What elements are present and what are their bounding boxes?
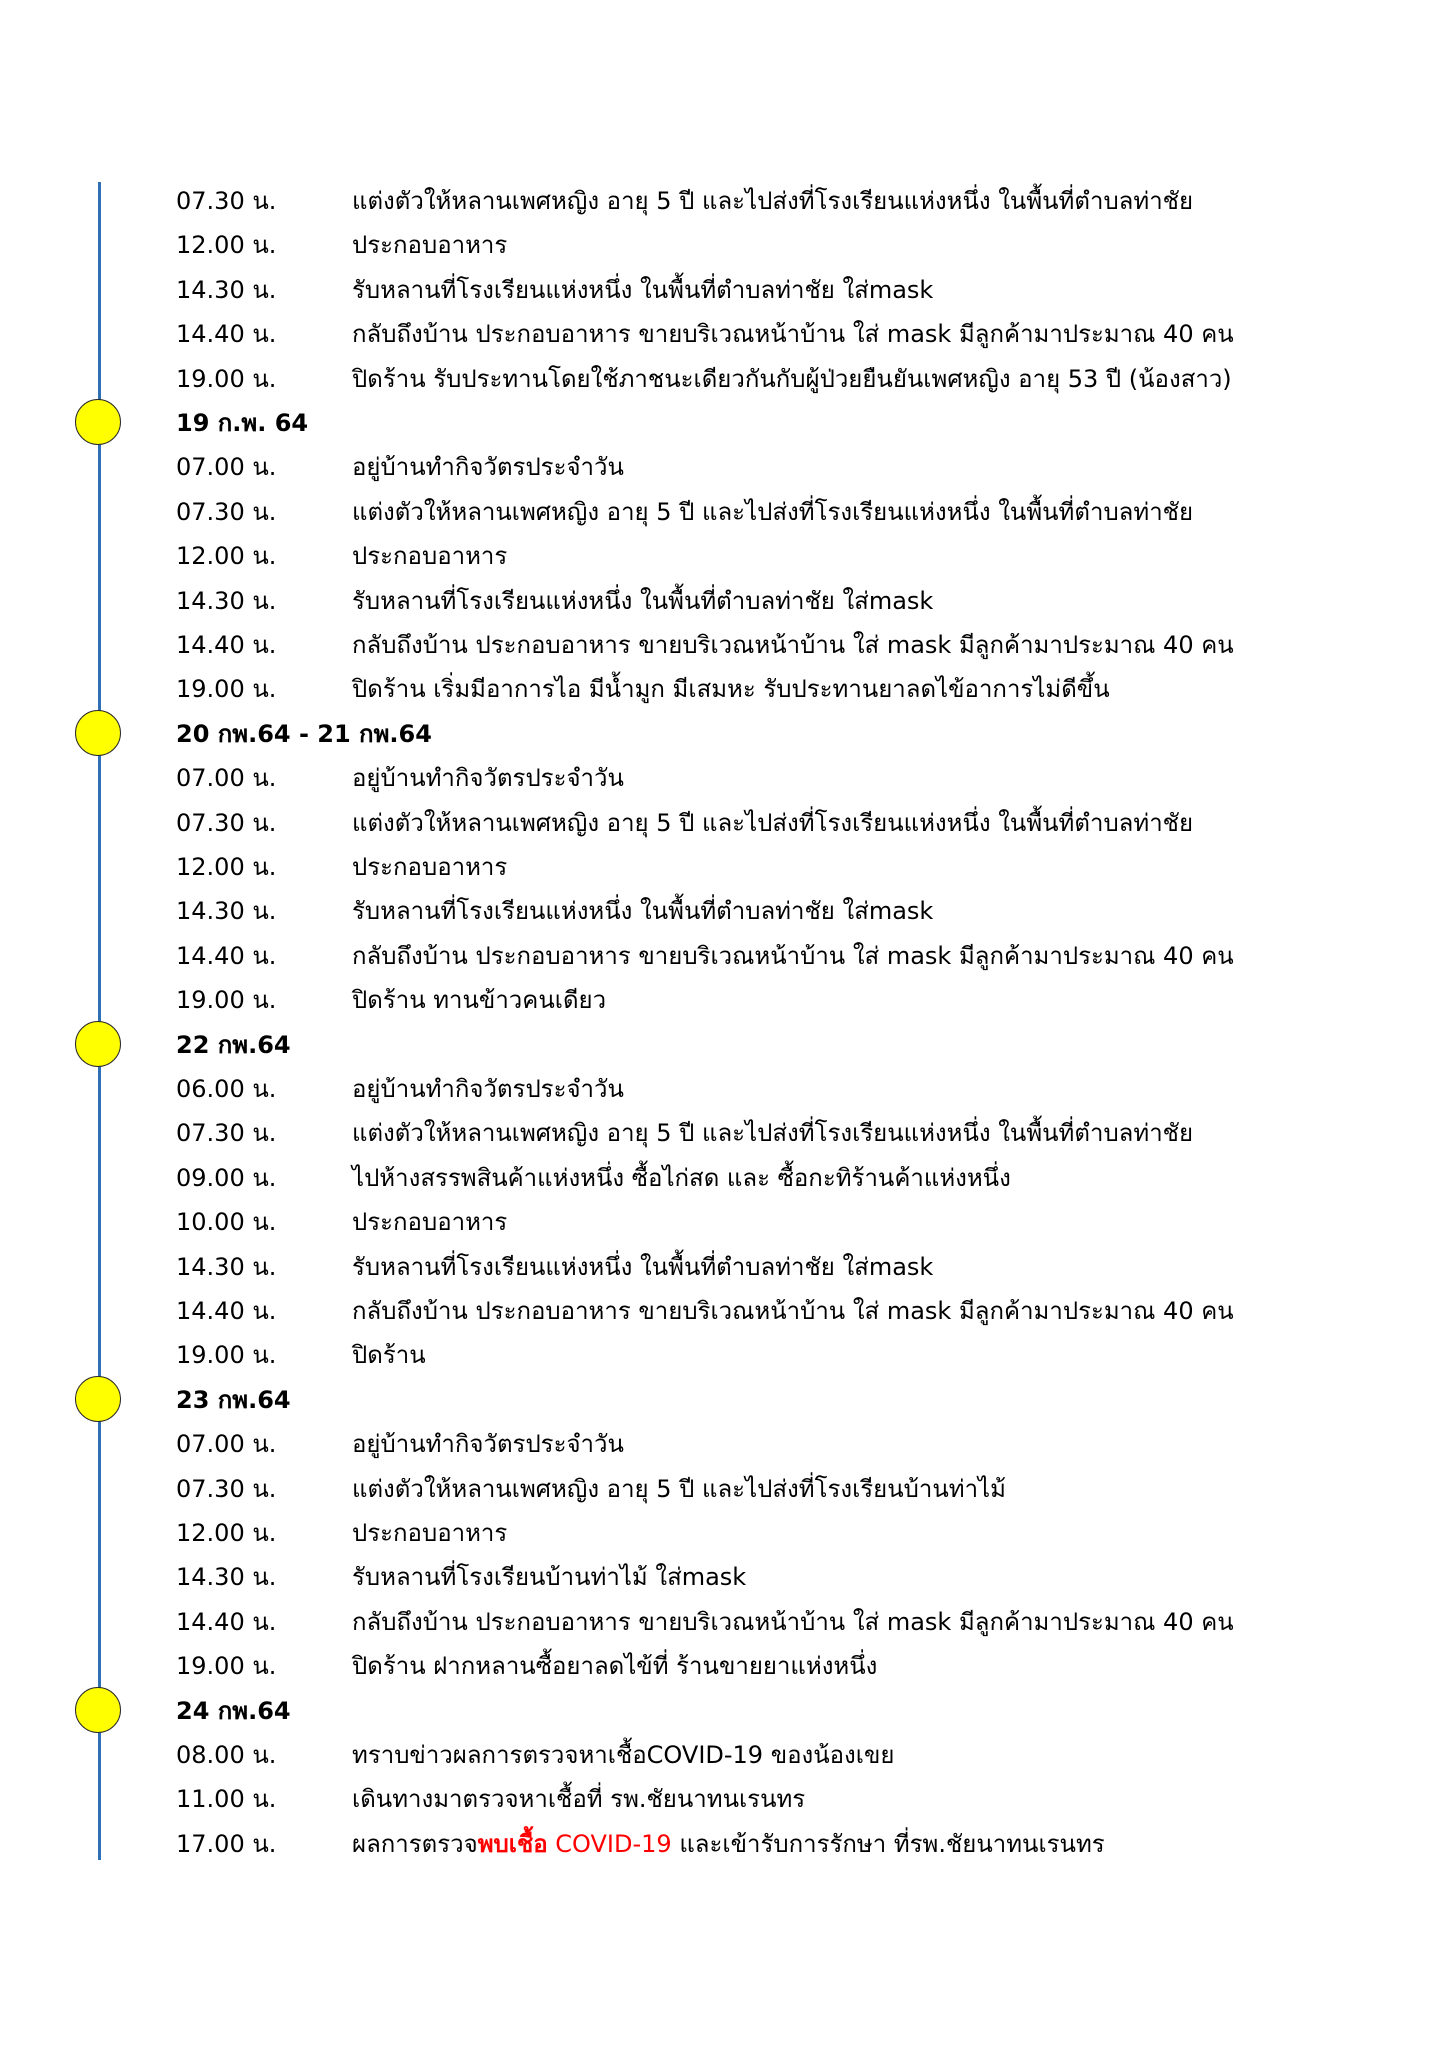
entry-activity: แต่งตัวให้หลานเพศหญิง อายุ 5 ปี และไปส่งที่โรงเรียนแห่งหนึ่ง ในพื้นที่ตำบลท่าชัย xyxy=(352,187,1194,215)
entry-activity: กลับถึงบ้าน ประกอบอาหาร ขายบริเวณหน้าบ้าน ใส่ mask มีลูกค้ามาประมาณ 40 คน xyxy=(352,1607,1234,1636)
entry-activity: ประกอบอาหาร xyxy=(352,542,508,571)
entry-time: 14.40 น. xyxy=(176,1607,277,1636)
entry-activity xyxy=(352,1822,1105,1866)
entry-time: 19.00 น. xyxy=(176,1341,277,1370)
entry-activity: ปิดร้าน รับประทานโดยใช้ภาชนะเดียวกันกับผู้ป่วยยืนยันเพศหญิง อายุ 53 ปี (น้องสาว) xyxy=(352,364,1232,393)
entry-activity: รับหลานที่โรงเรียนแห่งหนึ่ง ในพื้นที่ตำบลท่าชัย ใส่mask xyxy=(352,586,934,615)
entry-time: 14.40 น. xyxy=(176,1297,277,1325)
date-label: 23 กพ.64 xyxy=(176,1385,291,1414)
entry-activity: ประกอบอาหาร xyxy=(352,1519,508,1547)
timeline-marker-dot xyxy=(75,1021,121,1067)
positive-result-highlight: พบเชื้อ xyxy=(477,1829,548,1858)
entry-time: 07.30 น. xyxy=(176,187,277,215)
entry-activity: แต่งตัวให้หลานเพศหญิง อายุ 5 ปี และไปส่งที่โรงเรียนแห่งหนึ่ง ในพื้นที่ตำบลท่าชัย xyxy=(352,808,1194,837)
entry-activity: อยู่บ้านทำกิจวัตรประจำวัน xyxy=(352,453,624,482)
covid-label: COVID-19 xyxy=(547,1829,672,1858)
entry-activity: ไปห้างสรรพสินค้าแห่งหนึ่ง ซื้อไก่สด และ ซื้อกะทิร้านค้าแห่งหนึ่ง xyxy=(352,1163,1011,1192)
entry-time: 19.00 น. xyxy=(176,675,277,704)
entry-time: 07.30 น. xyxy=(176,1119,277,1148)
entry-activity: กลับถึงบ้าน ประกอบอาหาร ขายบริเวณหน้าบ้าน ใส่ mask มีลูกค้ามาประมาณ 40 คน xyxy=(352,1297,1234,1325)
entry-activity: อยู่บ้านทำกิจวัตรประจำวัน xyxy=(352,1075,624,1103)
entry-time: 14.30 น. xyxy=(176,1563,277,1592)
entry-activity: ปิดร้าน เริ่มมีอาการไอ มีน้ำมูก มีเสมหะ รับประทานยาลดไข้อาการไม่ดีขึ้น xyxy=(352,675,1110,704)
date-label: 22 กพ.64 xyxy=(176,1030,291,1059)
entry-activity: อยู่บ้านทำกิจวัตรประจำวัน xyxy=(352,764,624,793)
entry-activity: ปิดร้าน ฝากหลานซื้อยาลดไข้ที่ ร้านขายยาแห่งหนึ่ง xyxy=(352,1652,878,1681)
entry-activity: แต่งตัวให้หลานเพศหญิง อายุ 5 ปี และไปส่งที่โรงเรียนแห่งหนึ่ง ในพื้นที่ตำบลท่าชัย xyxy=(352,1119,1194,1148)
timeline-marker-dot xyxy=(75,710,121,756)
entry-time: 17.00 น. xyxy=(176,1829,277,1858)
entry-time: 07.30 น. xyxy=(176,497,277,526)
date-label: 24 กพ.64 xyxy=(176,1696,291,1725)
entry-time: 11.00 น. xyxy=(176,1785,277,1814)
date-label: 19 ก.พ. 64 xyxy=(176,409,309,437)
entry-activity: กลับถึงบ้าน ประกอบอาหาร ขายบริเวณหน้าบ้าน ใส่ mask มีลูกค้ามาประมาณ 40 คน xyxy=(352,631,1234,659)
entry-time: 12.00 น. xyxy=(176,542,277,571)
entry-time: 14.40 น. xyxy=(176,941,277,970)
entry-activity: แต่งตัวให้หลานเพศหญิง อายุ 5 ปี และไปส่งที่โรงเรียนบ้านท่าไม้ xyxy=(352,1474,1006,1503)
entry-time: 19.00 น. xyxy=(176,364,277,393)
entry-time: 06.00 น. xyxy=(176,1075,277,1103)
entry-time: 08.00 น. xyxy=(176,1741,277,1769)
activity-text: และเข้ารับการรักษา ที่รพ.ชัยนาทนเรนทร xyxy=(671,1829,1105,1858)
entry-activity: รับหลานที่โรงเรียนแห่งหนึ่ง ในพื้นที่ตำบลท่าชัย ใส่mask xyxy=(352,1252,934,1281)
entry-time: 12.00 น. xyxy=(176,231,277,260)
entry-time: 19.00 น. xyxy=(176,986,277,1015)
entry-activity: ประกอบอาหาร xyxy=(352,1208,508,1237)
entry-time: 09.00 น. xyxy=(176,1163,277,1192)
entry-time: 07.30 น. xyxy=(176,808,277,837)
timeline-marker-dot xyxy=(75,399,121,445)
entry-time: 07.00 น. xyxy=(176,764,277,793)
entry-time: 14.30 น. xyxy=(176,1252,277,1281)
entry-time: 14.30 น. xyxy=(176,897,277,926)
entry-activity: ปิดร้าน xyxy=(352,1341,426,1370)
entry-activity: ประกอบอาหาร xyxy=(352,853,508,881)
entry-activity: เดินทางมาตรวจหาเชื้อที่ รพ.ชัยนาทนเรนทร xyxy=(352,1785,806,1814)
entry-activity: รับหลานที่โรงเรียนแห่งหนึ่ง ในพื้นที่ตำบลท่าชัย ใส่mask xyxy=(352,897,934,926)
entry-time: 07.00 น. xyxy=(176,453,277,482)
entry-time: 14.30 น. xyxy=(176,586,277,615)
activity-text: ผลการตรวจ xyxy=(352,1829,478,1858)
entry-time: 14.30 น. xyxy=(176,275,277,304)
entry-time: 07.30 น. xyxy=(176,1474,277,1503)
entry-time: 14.40 น. xyxy=(176,320,277,349)
entry-activity: ทราบข่าวผลการตรวจหาเชื้อCOVID-19 ของน้องเขย xyxy=(352,1741,895,1769)
entry-time: 10.00 น. xyxy=(176,1208,277,1237)
entry-activity: อยู่บ้านทำกิจวัตรประจำวัน xyxy=(352,1430,624,1459)
entry-activity: กลับถึงบ้าน ประกอบอาหาร ขายบริเวณหน้าบ้าน ใส่ mask มีลูกค้ามาประมาณ 40 คน xyxy=(352,941,1234,970)
entry-time: 12.00 น. xyxy=(176,853,277,881)
entry-activity: ประกอบอาหาร xyxy=(352,231,508,260)
entry-time: 12.00 น. xyxy=(176,1519,277,1547)
timeline-marker-dot xyxy=(75,1376,121,1422)
entry-activity: ปิดร้าน ทานข้าวคนเดียว xyxy=(352,986,607,1015)
entry-activity: แต่งตัวให้หลานเพศหญิง อายุ 5 ปี และไปส่งที่โรงเรียนแห่งหนึ่ง ในพื้นที่ตำบลท่าชัย xyxy=(352,497,1194,526)
entry-activity: รับหลานที่โรงเรียนบ้านท่าไม้ ใส่mask xyxy=(352,1563,747,1592)
entry-activity: กลับถึงบ้าน ประกอบอาหาร ขายบริเวณหน้าบ้าน ใส่ mask มีลูกค้ามาประมาณ 40 คน xyxy=(352,320,1234,349)
timeline-marker-dot xyxy=(75,1687,121,1733)
entry-time: 07.00 น. xyxy=(176,1430,277,1459)
entry-activity: รับหลานที่โรงเรียนแห่งหนึ่ง ในพื้นที่ตำบลท่าชัย ใส่mask xyxy=(352,275,934,304)
entry-time: 14.40 น. xyxy=(176,631,277,659)
entry-time: 19.00 น. xyxy=(176,1652,277,1681)
date-label: 20 กพ.64 - 21 กพ.64 xyxy=(176,719,432,748)
